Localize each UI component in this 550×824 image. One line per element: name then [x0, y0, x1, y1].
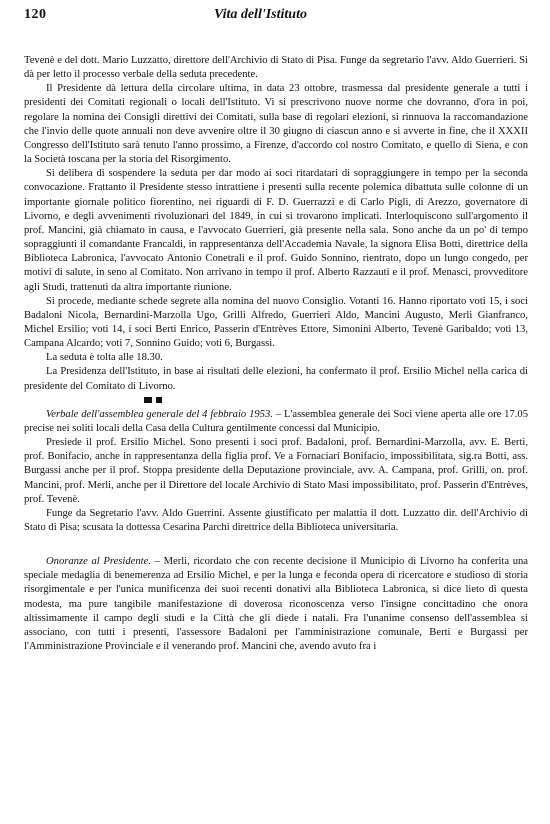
paragraph-meeting-attendees: Tevenè e del dott. Mario Luzzatto, direttore dell'Archivio di Stato di Pisa. Funge da segretario l'avv. Aldo Guerrieri. Si dà per letto il processo verbale della seduta precedente.: [24, 55, 528, 81]
paragraph-verbale: [24, 408, 528, 436]
paragraph-circular: Il Presidente dà lettura della circolare ultima, in data 23 ottobre, trasmessa dal presidente generale a tutti i presidenti dei Comitati regionali o locali dell'Istituto. Vi si prescrivono nuove norme che dovranno, d'ora in poi, regolare la nomina dei Consigli direttivi dei Comitati, sulla base di regolari elezioni, si rinnuova la raccomandazione che l'invio delle quote annuali non deve avvenire oltre il 30 giugno di ciascun anno e si avverte in fine, che il XXXII Congresso dell'Istituto sarà tenuto l'anno prossimo, a Firenze, d'accordo col nostro Comitato, e quello di Siena, e con la Società toscana per la storia del Risorgimento.: [24, 83, 528, 166]
heading-dash: –: [150, 556, 164, 568]
print-marks: [24, 394, 528, 408]
paragraph-onoranze: [24, 555, 528, 654]
section-heading-verbale: Verbale dell'assemblea generale del 4 febbraio 1953.: [46, 408, 273, 420]
running-title: Vita dell'Istituto: [214, 7, 307, 22]
onoranze-text: Merli, ricordato che con recente decisione il Municipio di Livorno ha conferita una speciale medaglia di benemerenza ad Ersilio Michel, e per la lunga e feconda opera di ricercatore e studioso di storia risorgimentale e per l'unica munificenza dei suoi recenti donativi alla Biblioteca Labronica, si dice lieto di questa modesta, ma pure tangibile manifestazione di doverosa riconoscenza verso l'insigne concittadino che onora altissimamente il campo degli studi e la Città che gli diede i natali. Fra l'unanime consenso dell'assemblea si associano, con tutti i presenti, l'assessore Badaloni per l'amministrazione comunale, Berti e Burgassi per l'Amministrazione Provinciale e il venerando prof. Mancini che, avendo avuto fra i: [24, 556, 528, 653]
verbale-text: – L'assemblea generale dei Soci viene aperta alle ore 17.05 precise nei soliti locali della Casa della Cultura gentilmente concessi dal Municipio.: [24, 408, 529, 434]
print-mark: [144, 397, 152, 403]
paragraph-suspension: Si delibera di sospendere la seduta per dar modo ai soci ritardatari di sopraggiungere in tempo per la seconda convocazione. Frattanto il Presidente stesso intrattiene i presenti sulla recente polemica dibattuta sulle colonne di un importante giornale politico fiorentino, nei riguardi di F. D. Guerrazzi e di Carlo Pigli, di Arezzo, governatore di Livorno, e degli avvenimenti rivoluzionari del 1849, in cui si trovarono implicati. Interloquiscono sull'argomento il prof. Mancini, già chiamato in causa, e l'avvocato Guerrieri, già presente nella sala. Sono anche da un po' di tempo sopraggiunti il comandante Francaldi, in rappresentanza dell'Accademia Navale, la signora Elisa Botti, direttrice della Biblioteca Labronica, l'avvocato Antonio Conetrali e il prof. Guido Sonnino, rientrato, dopo un lungo congedo, per motivi di salute, in seno al Comitato. Non arrivano in tempo il prof. Alberto Razzauti e il prof. Menasci, provveditore agli Studi, trattenuti da altra importante riunione.: [24, 168, 528, 293]
paragraph-segretario: Funge da Segretario l'avv. Aldo Guerrini. Assente giustificato per malattia il dott. Luzzatto dir. dell'Archivio di Stato di Pisa; scusata la dottessa Cesarina Parchi direttrice della Biblioteca universitaria.: [24, 507, 528, 533]
paragraph-closing: La seduta è tolta alle 18.30.: [46, 352, 163, 364]
paragraph-confirmation: La Presidenza dell'Istituto, in base ai risultati delle elezioni, ha confermato il prof. Ersilio Michel nella carica di presidente del Comitato di Livorno.: [24, 366, 528, 392]
section-heading-onoranze: Onoranze al Presidente.: [46, 556, 151, 568]
spacer: [24, 535, 528, 555]
print-mark: [156, 397, 162, 403]
paragraph-presiede: Presiede il prof. Ersilio Michel. Sono presenti i soci prof. Badaloni, prof. Bernardini-Marzolla, avv. E. Berti, prof. Bonifacio, anche in rappresentanza della figlia prof. Ve a Fornaciari Bonifacio, impossibilitata, sig.ra Botti, ass. Burgassi anche per il prof. Stoppa presidente della Deputazione provinciale, avv. A. Campana, prof. Grilli, on. prof. Mancini, prof. Merli, anche per il Direttore del locale Archivio di Stato Masi impossibilitato, prof. Passerin d'Entrèves, prof. Tevenè.: [24, 437, 528, 505]
page-header: [24, 8, 528, 28]
paragraph-election: Si procede, mediante schede segrete alla nomina del nuovo Consiglio. Votanti 16. Hanno riportato voti 15, i soci Badaloni Nicola, Bernardini-Marzolla Ugo, Grilli Alfredo, Guerrieri Aldo, Mancini Augusto, Merli Gianfranco, Michel Ersilio; voti 14, i soci Berti Enrico, Passerin d'Entrèves Ettore, Simonini Alberto, Tevenè Garibaldo; voti 13, Campana Alcardo; voti 7, Sonnino Guido; voti 6, Burgassi.: [24, 295, 528, 350]
page-number: 120: [24, 7, 47, 22]
